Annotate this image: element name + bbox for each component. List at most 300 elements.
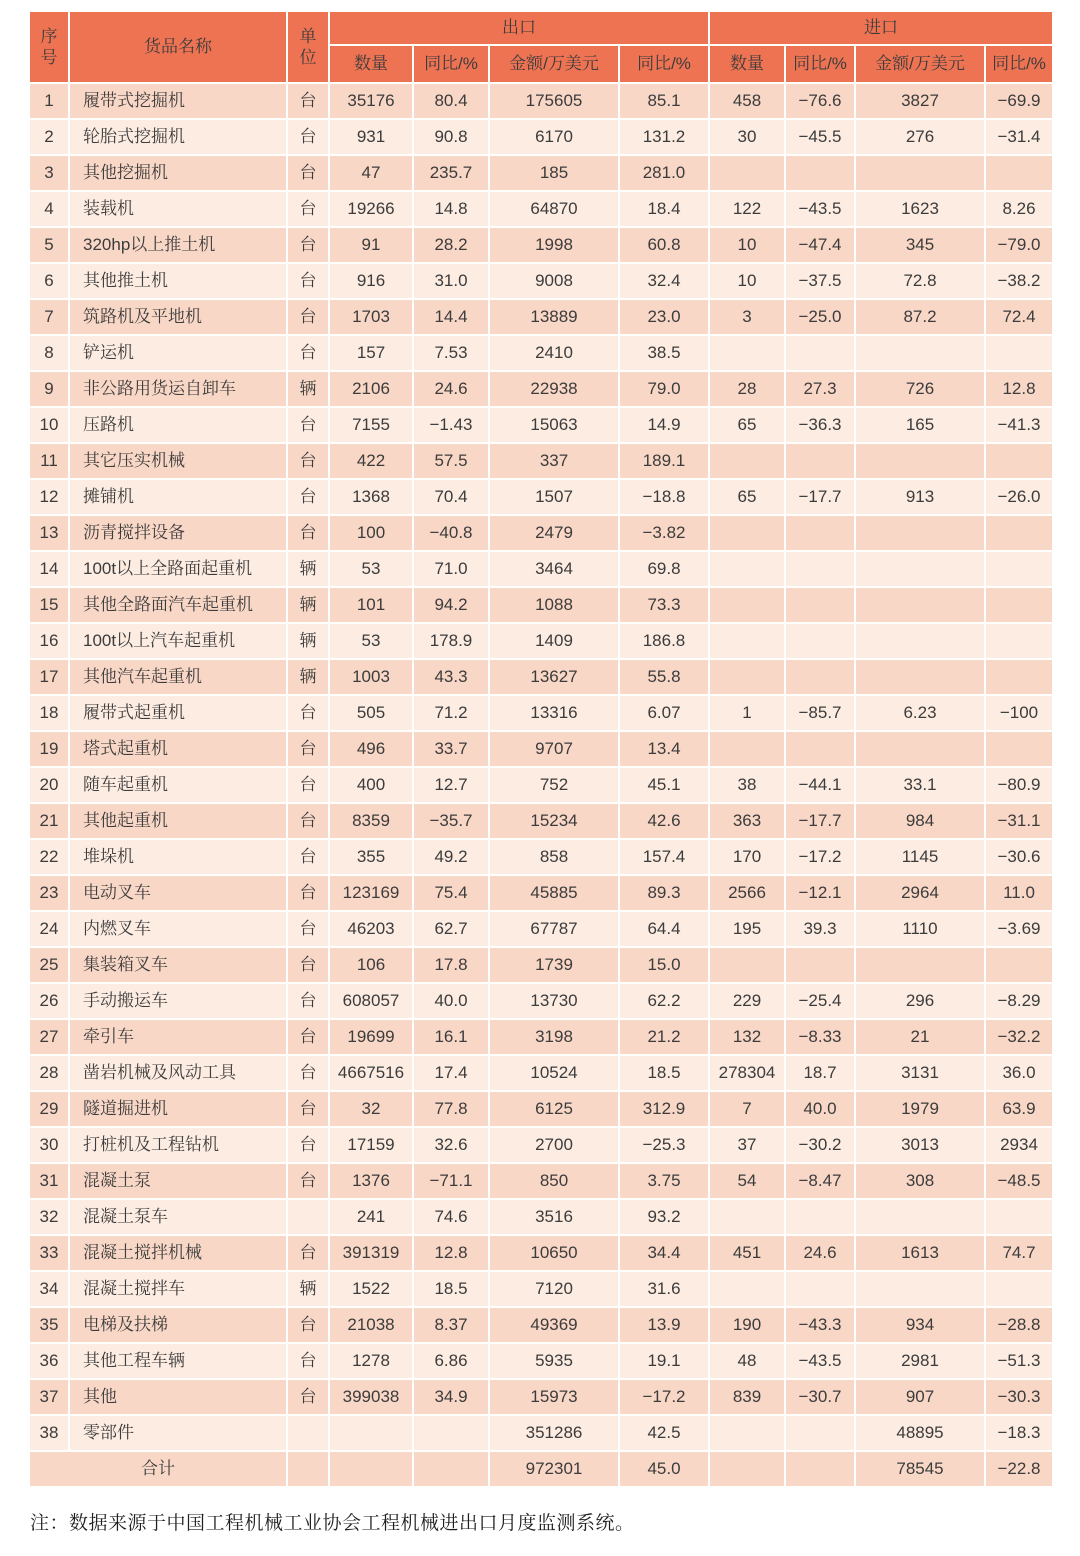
import-amount-cell: 1623 xyxy=(855,191,985,227)
export-qty-cell: 399038 xyxy=(329,1379,413,1415)
import-qty-cell xyxy=(709,515,785,551)
export-yoy-cell xyxy=(413,1451,489,1487)
product-name-cell: 集装箱叉车 xyxy=(69,947,287,983)
import-amount-yoy-cell: −69.9 xyxy=(985,83,1053,119)
export-amount-yoy-cell: −25.3 xyxy=(619,1127,709,1163)
seq-cell: 34 xyxy=(29,1271,69,1307)
export-amount-yoy-cell: −17.2 xyxy=(619,1379,709,1415)
import-amount-yoy-cell: 72.4 xyxy=(985,299,1053,335)
export-amount-cell: 6125 xyxy=(489,1091,619,1127)
import-amount-cell: 907 xyxy=(855,1379,985,1415)
export-amount-yoy-cell: 79.0 xyxy=(619,371,709,407)
export-amount-yoy-cell: 18.4 xyxy=(619,191,709,227)
header-import-group: 进口 xyxy=(709,11,1053,45)
import-qty-cell xyxy=(709,623,785,659)
product-name-cell: 100t以上汽车起重机 xyxy=(69,623,287,659)
seq-cell: 14 xyxy=(29,551,69,587)
import-qty-cell xyxy=(709,1271,785,1307)
export-yoy-cell: 8.37 xyxy=(413,1307,489,1343)
seq-cell: 10 xyxy=(29,407,69,443)
product-name-cell: 铲运机 xyxy=(69,335,287,371)
table-row xyxy=(29,1163,1053,1199)
export-amount-yoy-cell: 131.2 xyxy=(619,119,709,155)
import-qty-cell: 28 xyxy=(709,371,785,407)
export-yoy-cell: 90.8 xyxy=(413,119,489,155)
table-row xyxy=(29,1055,1053,1091)
import-amount-cell: 913 xyxy=(855,479,985,515)
export-yoy-cell: −1.43 xyxy=(413,407,489,443)
product-name-cell: 非公路用货运自卸车 xyxy=(69,371,287,407)
import-amount-cell: 3827 xyxy=(855,83,985,119)
export-amount-cell: 972301 xyxy=(489,1451,619,1487)
export-qty-cell: 1003 xyxy=(329,659,413,695)
header-import-yoy: 同比/% xyxy=(785,45,855,83)
seq-cell: 13 xyxy=(29,515,69,551)
export-yoy-cell: 33.7 xyxy=(413,731,489,767)
export-amount-yoy-cell: 89.3 xyxy=(619,875,709,911)
unit-cell: 台 xyxy=(287,83,329,119)
export-amount-cell: 1507 xyxy=(489,479,619,515)
export-amount-yoy-cell: 6.07 xyxy=(619,695,709,731)
table-row xyxy=(29,767,1053,803)
export-yoy-cell: 7.53 xyxy=(413,335,489,371)
header-seq: 序号 xyxy=(29,11,69,83)
import-amount-yoy-cell: −18.3 xyxy=(985,1415,1053,1451)
seq-cell: 28 xyxy=(29,1055,69,1091)
seq-cell: 35 xyxy=(29,1307,69,1343)
seq-cell: 29 xyxy=(29,1091,69,1127)
import-qty-cell: 37 xyxy=(709,1127,785,1163)
import-amount-yoy-cell: −41.3 xyxy=(985,407,1053,443)
seq-cell: 2 xyxy=(29,119,69,155)
export-amount-yoy-cell: 85.1 xyxy=(619,83,709,119)
import-amount-yoy-cell: −30.6 xyxy=(985,839,1053,875)
import-qty-cell: 170 xyxy=(709,839,785,875)
export-qty-cell xyxy=(329,1415,413,1451)
product-name-cell: 随车起重机 xyxy=(69,767,287,803)
export-qty-cell: 1703 xyxy=(329,299,413,335)
table-row xyxy=(29,659,1053,695)
header-import-qty: 数量 xyxy=(709,45,785,83)
export-amount-cell: 15063 xyxy=(489,407,619,443)
import-qty-cell: 10 xyxy=(709,227,785,263)
export-yoy-cell xyxy=(413,1415,489,1451)
export-qty-cell: 47 xyxy=(329,155,413,191)
export-amount-yoy-cell: 60.8 xyxy=(619,227,709,263)
unit-cell: 台 xyxy=(287,1163,329,1199)
unit-cell: 辆 xyxy=(287,659,329,695)
export-qty-cell: 46203 xyxy=(329,911,413,947)
import-amount-yoy-cell: 8.26 xyxy=(985,191,1053,227)
export-amount-yoy-cell: 23.0 xyxy=(619,299,709,335)
export-yoy-cell: 94.2 xyxy=(413,587,489,623)
export-amount-yoy-cell: 186.8 xyxy=(619,623,709,659)
import-yoy-cell: −25.4 xyxy=(785,983,855,1019)
product-name-cell: 电梯及扶梯 xyxy=(69,1307,287,1343)
import-amount-cell xyxy=(855,947,985,983)
seq-cell: 15 xyxy=(29,587,69,623)
import-yoy-cell: −12.1 xyxy=(785,875,855,911)
seq-cell: 26 xyxy=(29,983,69,1019)
import-yoy-cell: −43.5 xyxy=(785,191,855,227)
import-qty-cell: 839 xyxy=(709,1379,785,1415)
import-qty-cell xyxy=(709,1199,785,1235)
import-amount-cell: 3131 xyxy=(855,1055,985,1091)
export-amount-cell: 2479 xyxy=(489,515,619,551)
import-qty-cell: 54 xyxy=(709,1163,785,1199)
product-name-cell: 内燃叉车 xyxy=(69,911,287,947)
import-amount-yoy-cell: 74.7 xyxy=(985,1235,1053,1271)
import-amount-cell xyxy=(855,155,985,191)
export-yoy-cell: 32.6 xyxy=(413,1127,489,1163)
import-yoy-cell: 39.3 xyxy=(785,911,855,947)
import-amount-yoy-cell: −32.2 xyxy=(985,1019,1053,1055)
export-amount-yoy-cell: 93.2 xyxy=(619,1199,709,1235)
import-amount-cell: 2964 xyxy=(855,875,985,911)
table-body xyxy=(29,83,1053,1487)
import-yoy-cell xyxy=(785,443,855,479)
unit-cell xyxy=(287,1451,329,1487)
seq-cell: 8 xyxy=(29,335,69,371)
import-amount-cell: 1979 xyxy=(855,1091,985,1127)
export-amount-yoy-cell: 312.9 xyxy=(619,1091,709,1127)
import-amount-cell xyxy=(855,731,985,767)
export-amount-yoy-cell: 13.4 xyxy=(619,731,709,767)
table-row xyxy=(29,1127,1053,1163)
table-row xyxy=(29,587,1053,623)
unit-cell: 台 xyxy=(287,947,329,983)
seq-cell: 31 xyxy=(29,1163,69,1199)
import-amount-cell xyxy=(855,443,985,479)
import-amount-cell: 21 xyxy=(855,1019,985,1055)
import-amount-yoy-cell: −31.4 xyxy=(985,119,1053,155)
import-yoy-cell xyxy=(785,623,855,659)
import-amount-yoy-cell: 12.8 xyxy=(985,371,1053,407)
export-amount-cell: 1998 xyxy=(489,227,619,263)
import-yoy-cell: −8.33 xyxy=(785,1019,855,1055)
header-export-yoy: 同比/% xyxy=(413,45,489,83)
import-qty-cell: 2566 xyxy=(709,875,785,911)
table-row xyxy=(29,155,1053,191)
header-export-qty: 数量 xyxy=(329,45,413,83)
unit-cell: 台 xyxy=(287,227,329,263)
export-amount-yoy-cell: 32.4 xyxy=(619,263,709,299)
product-name-cell: 其他起重机 xyxy=(69,803,287,839)
export-yoy-cell: 18.5 xyxy=(413,1271,489,1307)
table-row xyxy=(29,947,1053,983)
product-name-cell: 电动叉车 xyxy=(69,875,287,911)
export-amount-yoy-cell: 34.4 xyxy=(619,1235,709,1271)
import-yoy-cell: 40.0 xyxy=(785,1091,855,1127)
export-yoy-cell: 14.4 xyxy=(413,299,489,335)
import-qty-cell xyxy=(709,1451,785,1487)
import-yoy-cell: −8.47 xyxy=(785,1163,855,1199)
export-qty-cell: 608057 xyxy=(329,983,413,1019)
product-name-cell: 混凝土搅拌机械 xyxy=(69,1235,287,1271)
import-qty-cell: 48 xyxy=(709,1343,785,1379)
import-amount-cell: 2981 xyxy=(855,1343,985,1379)
unit-cell: 台 xyxy=(287,911,329,947)
import-amount-yoy-cell: 2934 xyxy=(985,1127,1053,1163)
import-qty-cell: 278304 xyxy=(709,1055,785,1091)
unit-cell: 台 xyxy=(287,839,329,875)
export-amount-cell: 5935 xyxy=(489,1343,619,1379)
import-yoy-cell xyxy=(785,947,855,983)
import-amount-cell: 48895 xyxy=(855,1415,985,1451)
import-amount-cell: 6.23 xyxy=(855,695,985,731)
product-name-cell: 混凝土泵 xyxy=(69,1163,287,1199)
export-yoy-cell: 235.7 xyxy=(413,155,489,191)
import-amount-cell: 1110 xyxy=(855,911,985,947)
export-amount-cell: 67787 xyxy=(489,911,619,947)
total-row xyxy=(29,1451,1053,1487)
product-name-cell: 履带式挖掘机 xyxy=(69,83,287,119)
product-name-cell: 其他汽车起重机 xyxy=(69,659,287,695)
import-qty-cell: 458 xyxy=(709,83,785,119)
export-qty-cell: 7155 xyxy=(329,407,413,443)
export-amount-yoy-cell: 45.1 xyxy=(619,767,709,803)
product-name-cell: 其他工程车辆 xyxy=(69,1343,287,1379)
import-amount-cell: 276 xyxy=(855,119,985,155)
import-amount-yoy-cell: −100 xyxy=(985,695,1053,731)
unit-cell: 台 xyxy=(287,1127,329,1163)
export-qty-cell: 496 xyxy=(329,731,413,767)
import-amount-cell: 296 xyxy=(855,983,985,1019)
import-yoy-cell xyxy=(785,659,855,695)
table-row xyxy=(29,515,1053,551)
export-amount-yoy-cell: 19.1 xyxy=(619,1343,709,1379)
unit-cell: 辆 xyxy=(287,623,329,659)
export-qty-cell: 1522 xyxy=(329,1271,413,1307)
import-amount-cell xyxy=(855,1199,985,1235)
export-amount-yoy-cell: 73.3 xyxy=(619,587,709,623)
seq-cell: 20 xyxy=(29,767,69,803)
export-yoy-cell: 17.4 xyxy=(413,1055,489,1091)
unit-cell: 台 xyxy=(287,803,329,839)
product-name-cell: 其他挖掘机 xyxy=(69,155,287,191)
import-amount-yoy-cell: −30.3 xyxy=(985,1379,1053,1415)
table-row xyxy=(29,551,1053,587)
unit-cell: 台 xyxy=(287,407,329,443)
unit-cell: 台 xyxy=(287,695,329,731)
unit-cell xyxy=(287,1199,329,1235)
product-name-cell: 打桩机及工程钻机 xyxy=(69,1127,287,1163)
import-amount-yoy-cell: 63.9 xyxy=(985,1091,1053,1127)
seq-cell: 24 xyxy=(29,911,69,947)
product-name-cell: 100t以上全路面起重机 xyxy=(69,551,287,587)
export-qty-cell: 157 xyxy=(329,335,413,371)
unit-cell: 台 xyxy=(287,335,329,371)
import-qty-cell: 10 xyxy=(709,263,785,299)
seq-cell: 36 xyxy=(29,1343,69,1379)
export-amount-yoy-cell: 3.75 xyxy=(619,1163,709,1199)
export-yoy-cell: 74.6 xyxy=(413,1199,489,1235)
import-yoy-cell xyxy=(785,515,855,551)
import-amount-yoy-cell: −28.8 xyxy=(985,1307,1053,1343)
seq-cell: 21 xyxy=(29,803,69,839)
export-amount-cell: 2700 xyxy=(489,1127,619,1163)
export-amount-cell: 13730 xyxy=(489,983,619,1019)
import-amount-cell: 1613 xyxy=(855,1235,985,1271)
table-row xyxy=(29,119,1053,155)
import-qty-cell: 229 xyxy=(709,983,785,1019)
import-qty-cell: 190 xyxy=(709,1307,785,1343)
import-amount-cell xyxy=(855,623,985,659)
import-yoy-cell: −76.6 xyxy=(785,83,855,119)
product-name-cell: 混凝土搅拌车 xyxy=(69,1271,287,1307)
seq-cell: 4 xyxy=(29,191,69,227)
export-amount-cell: 15234 xyxy=(489,803,619,839)
export-qty-cell: 916 xyxy=(329,263,413,299)
header-import-amount: 金额/万美元 xyxy=(855,45,985,83)
header-export-amount: 金额/万美元 xyxy=(489,45,619,83)
export-qty-cell: 1278 xyxy=(329,1343,413,1379)
import-qty-cell: 65 xyxy=(709,479,785,515)
unit-cell: 台 xyxy=(287,731,329,767)
export-amount-yoy-cell: −18.8 xyxy=(619,479,709,515)
import-yoy-cell: 18.7 xyxy=(785,1055,855,1091)
export-qty-cell: 19266 xyxy=(329,191,413,227)
export-yoy-cell: 12.8 xyxy=(413,1235,489,1271)
export-yoy-cell: 178.9 xyxy=(413,623,489,659)
import-amount-cell: 984 xyxy=(855,803,985,839)
import-amount-cell xyxy=(855,515,985,551)
import-qty-cell xyxy=(709,551,785,587)
unit-cell: 台 xyxy=(287,191,329,227)
product-name-cell: 混凝土泵车 xyxy=(69,1199,287,1235)
header-group-row xyxy=(29,11,1053,45)
total-label-cell: 合计 xyxy=(29,1451,287,1487)
unit-cell: 辆 xyxy=(287,1271,329,1307)
import-qty-cell: 132 xyxy=(709,1019,785,1055)
export-yoy-cell: 77.8 xyxy=(413,1091,489,1127)
import-yoy-cell xyxy=(785,1199,855,1235)
export-amount-cell: 9707 xyxy=(489,731,619,767)
product-name-cell: 堆垛机 xyxy=(69,839,287,875)
export-yoy-cell: 80.4 xyxy=(413,83,489,119)
unit-cell: 台 xyxy=(287,443,329,479)
export-yoy-cell: 71.2 xyxy=(413,695,489,731)
table-row xyxy=(29,407,1053,443)
import-amount-cell: 3013 xyxy=(855,1127,985,1163)
import-amount-cell: 72.8 xyxy=(855,263,985,299)
product-name-cell: 装载机 xyxy=(69,191,287,227)
seq-cell: 16 xyxy=(29,623,69,659)
table-row xyxy=(29,1343,1053,1379)
export-amount-cell: 858 xyxy=(489,839,619,875)
export-qty-cell: 101 xyxy=(329,587,413,623)
export-yoy-cell: 12.7 xyxy=(413,767,489,803)
import-yoy-cell: −30.7 xyxy=(785,1379,855,1415)
product-name-cell: 塔式起重机 xyxy=(69,731,287,767)
unit-cell: 台 xyxy=(287,263,329,299)
table-row xyxy=(29,1091,1053,1127)
export-yoy-cell: −71.1 xyxy=(413,1163,489,1199)
import-yoy-cell: −47.4 xyxy=(785,227,855,263)
import-yoy-cell: −17.7 xyxy=(785,803,855,839)
import-amount-yoy-cell: −51.3 xyxy=(985,1343,1053,1379)
unit-cell: 台 xyxy=(287,1307,329,1343)
import-yoy-cell: −37.5 xyxy=(785,263,855,299)
import-amount-yoy-cell xyxy=(985,623,1053,659)
export-qty-cell: 8359 xyxy=(329,803,413,839)
export-amount-cell: 15973 xyxy=(489,1379,619,1415)
export-amount-cell: 175605 xyxy=(489,83,619,119)
export-amount-yoy-cell: 18.5 xyxy=(619,1055,709,1091)
table-row xyxy=(29,1235,1053,1271)
table-row xyxy=(29,875,1053,911)
import-qty-cell xyxy=(709,659,785,695)
import-amount-yoy-cell xyxy=(985,1199,1053,1235)
seq-cell: 18 xyxy=(29,695,69,731)
import-qty-cell xyxy=(709,155,785,191)
export-amount-cell: 3198 xyxy=(489,1019,619,1055)
unit-cell: 台 xyxy=(287,1019,329,1055)
export-amount-cell: 3464 xyxy=(489,551,619,587)
table-row xyxy=(29,1415,1053,1451)
seq-cell: 7 xyxy=(29,299,69,335)
unit-cell: 台 xyxy=(287,119,329,155)
unit-cell: 台 xyxy=(287,299,329,335)
table-row xyxy=(29,299,1053,335)
seq-cell: 3 xyxy=(29,155,69,191)
import-yoy-cell: −45.5 xyxy=(785,119,855,155)
import-amount-yoy-cell: −22.8 xyxy=(985,1451,1053,1487)
export-qty-cell: 4667516 xyxy=(329,1055,413,1091)
product-name-cell: 其它压实机械 xyxy=(69,443,287,479)
product-name-cell: 压路机 xyxy=(69,407,287,443)
export-amount-cell: 22938 xyxy=(489,371,619,407)
export-amount-cell: 1739 xyxy=(489,947,619,983)
unit-cell: 辆 xyxy=(287,587,329,623)
import-yoy-cell xyxy=(785,1271,855,1307)
import-yoy-cell xyxy=(785,1451,855,1487)
export-amount-cell: 49369 xyxy=(489,1307,619,1343)
export-amount-yoy-cell: 15.0 xyxy=(619,947,709,983)
export-qty-cell: 91 xyxy=(329,227,413,263)
product-name-cell: 筑路机及平地机 xyxy=(69,299,287,335)
export-amount-yoy-cell: 157.4 xyxy=(619,839,709,875)
seq-cell: 1 xyxy=(29,83,69,119)
table-header xyxy=(29,11,1053,83)
export-qty-cell: 53 xyxy=(329,551,413,587)
table-row xyxy=(29,1271,1053,1307)
export-amount-cell: 64870 xyxy=(489,191,619,227)
export-amount-cell: 850 xyxy=(489,1163,619,1199)
unit-cell: 台 xyxy=(287,1055,329,1091)
export-qty-cell: 400 xyxy=(329,767,413,803)
export-amount-cell: 1088 xyxy=(489,587,619,623)
export-qty-cell: 241 xyxy=(329,1199,413,1235)
export-yoy-cell: 43.3 xyxy=(413,659,489,695)
seq-cell: 23 xyxy=(29,875,69,911)
product-name-cell: 其他全路面汽车起重机 xyxy=(69,587,287,623)
export-amount-yoy-cell: −3.82 xyxy=(619,515,709,551)
export-amount-yoy-cell: 21.2 xyxy=(619,1019,709,1055)
import-amount-yoy-cell: −31.1 xyxy=(985,803,1053,839)
table-row xyxy=(29,803,1053,839)
export-amount-cell: 13316 xyxy=(489,695,619,731)
import-export-table xyxy=(28,10,1054,1488)
import-yoy-cell: 24.6 xyxy=(785,1235,855,1271)
import-qty-cell: 195 xyxy=(709,911,785,947)
export-amount-yoy-cell: 64.4 xyxy=(619,911,709,947)
seq-cell: 17 xyxy=(29,659,69,695)
export-qty-cell: 21038 xyxy=(329,1307,413,1343)
table-row xyxy=(29,983,1053,1019)
export-yoy-cell: 40.0 xyxy=(413,983,489,1019)
product-name-cell: 牵引车 xyxy=(69,1019,287,1055)
